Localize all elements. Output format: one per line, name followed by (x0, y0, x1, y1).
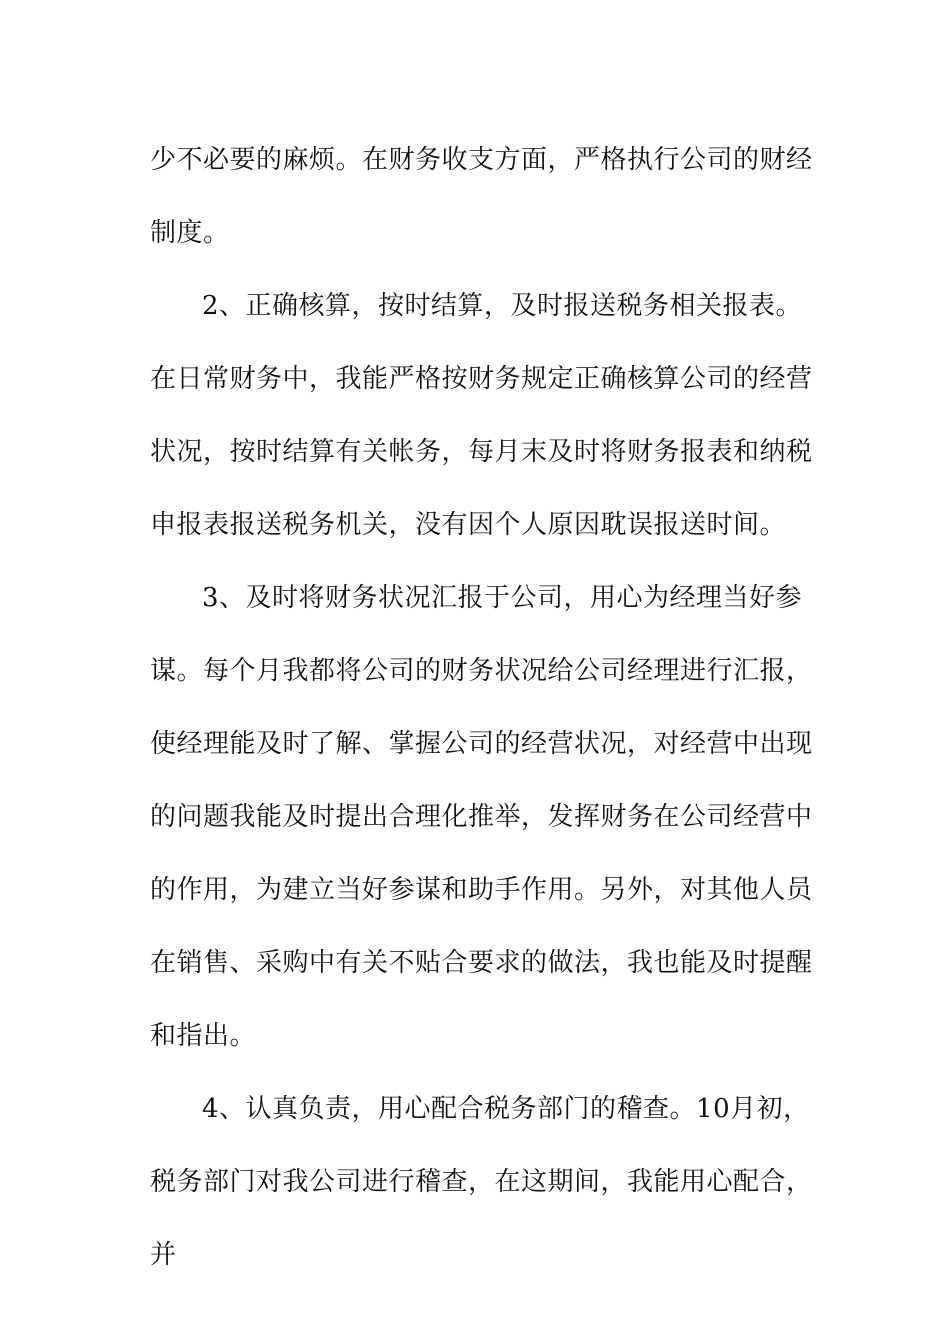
paragraph-item-4: 4、认真负责，用心配合税务部门的稽查。10月初，税务部门对我公司进行稽查，在这期间，我能用心配合，并 (150, 1094, 813, 1270)
paragraph-continuation: 少不必要的麻烦。在财务收支方面，严格执行公司的财经制度。 (150, 145, 813, 248)
paragraph-item-2: 2、正确核算，按时结算，及时报送税务相关报表。在日常财务中，我能严格按财务规定正确核算公司的经营状况，按时结算有关帐务，每月末及时将财务报表和纳税申报表报送税务机关，没有因个人原因耽误报送时间。 (150, 291, 813, 540)
paragraph-item-3: 3、及时将财务状况汇报于公司，用心为经理当好参谋。每个月我都将公司的财务状况给公司经理进行汇报，使经理能及时了解、掌握公司的经营状况，对经营中出现的问题我能及时提出合理化推举，发挥财务在公司经营中的作用，为建立当好参谋和助手作用。另外，对其他人员在销售、采购中有关不贴合要求的做法，我也能及时提醒和指出。 (150, 583, 813, 1051)
document-body (150, 124, 820, 1292)
